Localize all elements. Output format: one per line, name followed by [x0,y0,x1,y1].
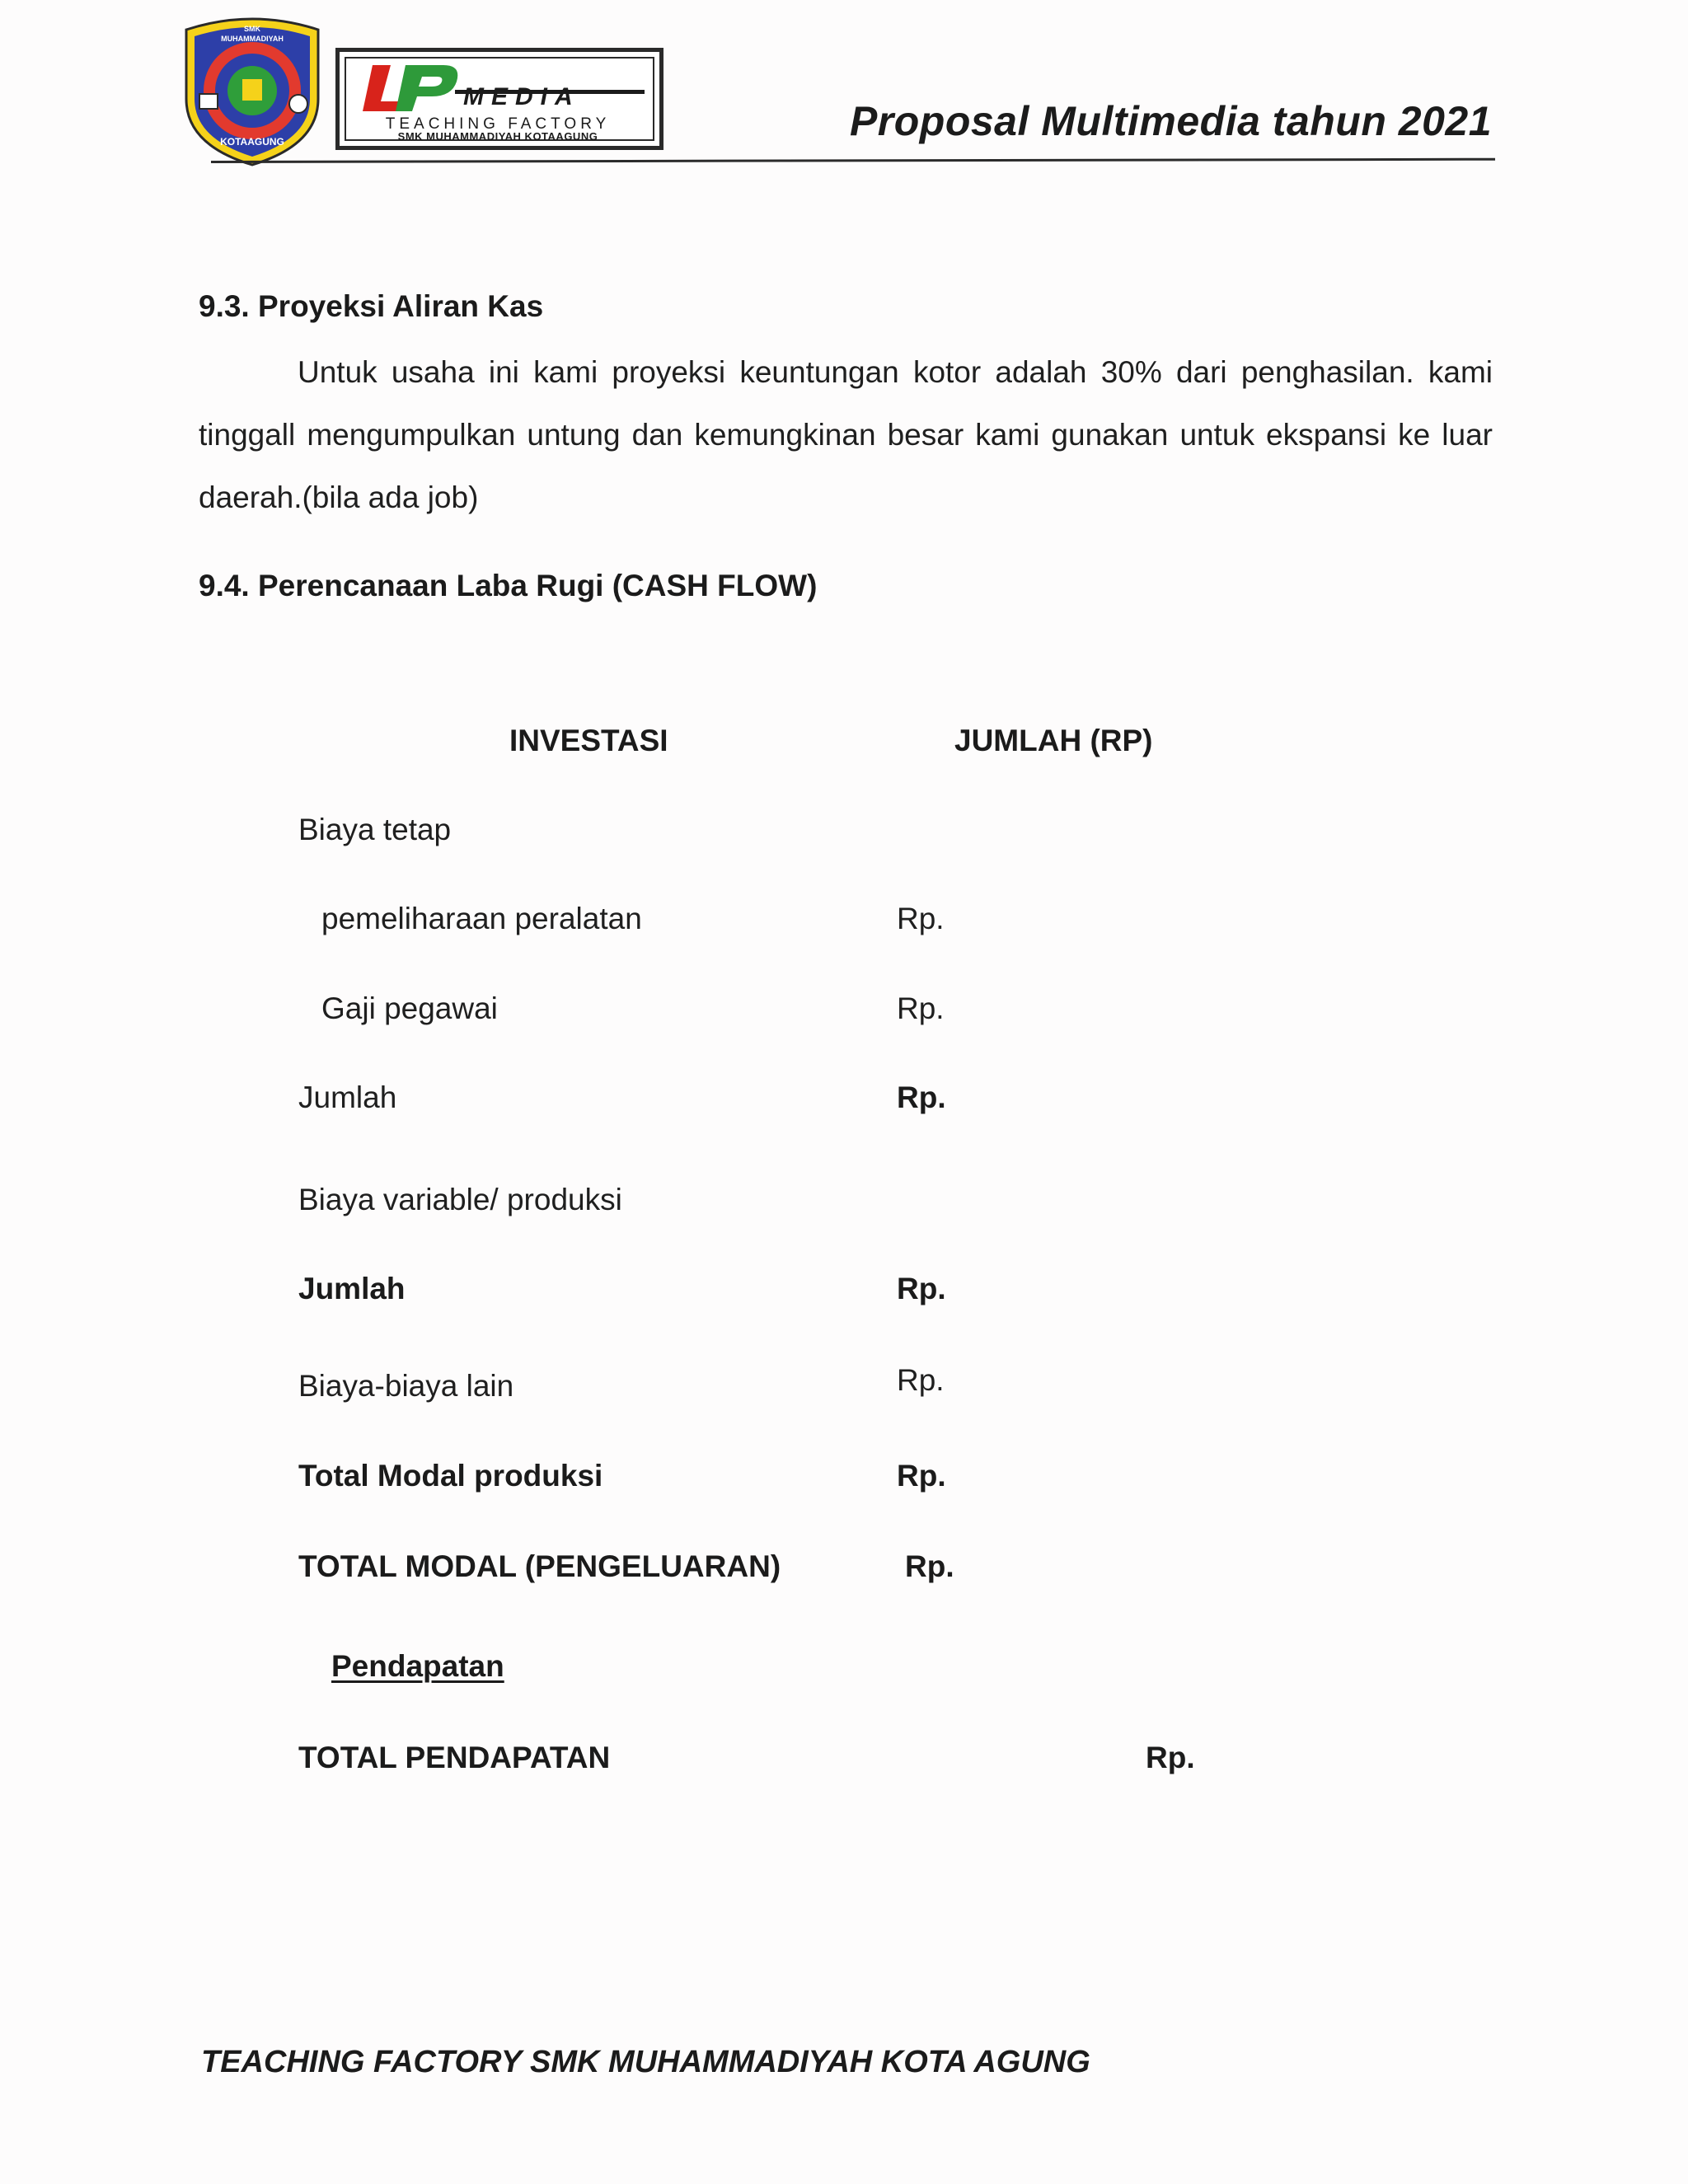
row-value-total-pendapatan: Rp. [1146,1741,1195,1774]
row-label-total-modal-produksi: Total Modal produksi [298,1459,603,1493]
row-label-gaji-pegawai: Gaji pegawai [321,991,498,1025]
row-label-biaya-variable: Biaya variable/ produksi [298,1183,622,1216]
header-divider [211,158,1495,163]
section-heading-9-3: 9.3. Proyeksi Aliran Kas [199,289,544,323]
section-paragraph-9-3: Untuk usaha ini kami proyeksi keuntungan kotor adalah 30% dari penghasilan. kami tinggall mengumpulkan untung dan kemungkinan besar kami gunakan untuk ekspansi ke luar daerah.(bila ada job) [199,355,1493,514]
row-label-jumlah-tetap: Jumlah [298,1080,397,1114]
school-logo [180,13,325,168]
row-label-biaya-tetap: Biaya tetap [298,813,452,846]
brand-logo-subtitle: TEACHING FACTORY [385,115,611,133]
row-label-pemeliharaan: pemeliharaan peralatan [321,902,642,935]
header-title: Proposal Multimedia tahun 2021 [849,98,1492,144]
row-value-gaji-pegawai: Rp. [897,991,945,1025]
school-logo-text-top-2: MUHAMMADIYAH [221,35,284,43]
row-value-biaya-lain: Rp. [897,1363,945,1397]
row-value-jumlah-variable: Rp. [897,1272,946,1305]
row-label-total-pendapatan: TOTAL PENDAPATAN [298,1741,611,1774]
school-logo-text-bottom: KOTAAGUNG [220,136,284,148]
row-label-pendapatan: Pendapatan [331,1649,504,1683]
footer-text: TEACHING FACTORY SMK MUHAMMADIYAH KOTA AGUNG [201,2045,1090,2079]
row-value-pemeliharaan: Rp. [897,902,945,935]
brand-logo-subtitle-2: SMK MUHAMMADIYAH KOTAAGUNG [397,130,598,143]
row-label-biaya-lain: Biaya-biaya lain [298,1369,514,1403]
row-value-jumlah-tetap: Rp. [897,1080,946,1114]
row-label-total-modal: TOTAL MODAL (PENGELUARAN) [298,1549,781,1583]
column-header-jumlah: JUMLAH (RP) [954,724,1153,757]
section-heading-9-4: 9.4. Perencanaan Laba Rugi (CASH FLOW) [199,569,818,602]
brand-logo-name: MEDIA [463,83,580,110]
school-logo-text-top-1: SMK [244,25,260,33]
row-label-jumlah-variable: Jumlah [298,1272,406,1305]
up-mark-icon [358,60,465,115]
column-header-investasi: INVESTASI [509,724,668,757]
row-value-total-modal-produksi: Rp. [897,1459,946,1493]
brand-logo [335,48,663,150]
row-value-total-modal: Rp. [905,1549,954,1583]
